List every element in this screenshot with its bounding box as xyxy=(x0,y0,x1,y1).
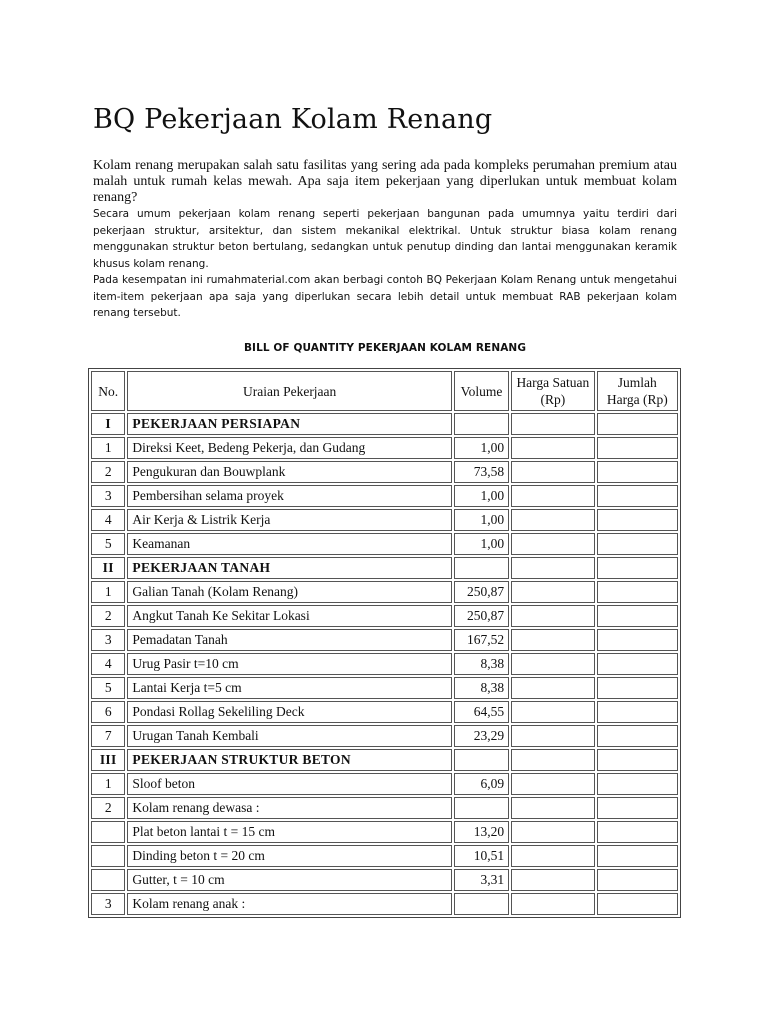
header-no: No. xyxy=(91,371,125,411)
cell-volume: 1,00 xyxy=(454,437,509,459)
table-row xyxy=(91,437,678,459)
cell-jumlah-harga xyxy=(597,605,678,627)
cell-jumlah-harga xyxy=(597,581,678,603)
table-row xyxy=(91,725,678,747)
cell-uraian: Gutter, t = 10 cm xyxy=(127,869,451,891)
cell-jumlah-harga xyxy=(597,485,678,507)
cell-no xyxy=(91,821,125,843)
cell-harga-satuan xyxy=(511,485,594,507)
cell-harga-satuan xyxy=(511,821,594,843)
cell-uraian: Plat beton lantai t = 15 cm xyxy=(127,821,451,843)
intro-paragraph-1: Kolam renang merupakan salah satu fasilitas yang sering ada pada kompleks perumahan premium atau malah untuk rumah kelas mewah. Apa saja item pekerjaan yang diperlukan untuk membuat kolam renang? xyxy=(93,158,677,205)
header-jumlah-harga: Jumlah Harga (Rp) xyxy=(597,371,678,411)
cell-volume: 1,00 xyxy=(454,509,509,531)
cell-uraian: Pembersihan selama proyek xyxy=(127,485,451,507)
cell-volume xyxy=(454,893,509,915)
cell-jumlah-harga xyxy=(597,437,678,459)
cell-volume: 3,31 xyxy=(454,869,509,891)
cell-jumlah-harga xyxy=(597,845,678,867)
cell-volume: 1,00 xyxy=(454,533,509,555)
cell-uraian: Lantai Kerja t=5 cm xyxy=(127,677,451,699)
cell-no: 4 xyxy=(91,653,125,675)
table-title: BILL OF QUANTITY PEKERJAAN KOLAM RENANG xyxy=(243,341,527,354)
cell-harga-satuan xyxy=(511,725,594,747)
cell-jumlah-harga xyxy=(597,725,678,747)
cell-uraian: Sloof beton xyxy=(127,773,451,795)
cell-no xyxy=(91,869,125,891)
cell-volume: 167,52 xyxy=(454,629,509,651)
table-row xyxy=(91,749,678,771)
cell-no: 3 xyxy=(91,893,125,915)
cell-jumlah-harga xyxy=(597,629,678,651)
cell-harga-satuan xyxy=(511,797,594,819)
table-row xyxy=(91,509,678,531)
cell-no: 4 xyxy=(91,509,125,531)
cell-uraian: Pondasi Rollag Sekeliling Deck xyxy=(127,701,451,723)
table-row xyxy=(91,845,678,867)
cell-no: III xyxy=(91,749,125,771)
cell-no: 1 xyxy=(91,437,125,459)
cell-volume xyxy=(454,749,509,771)
cell-no: 1 xyxy=(91,581,125,603)
table-row xyxy=(91,581,678,603)
table-row xyxy=(91,677,678,699)
table-row xyxy=(91,773,678,795)
cell-jumlah-harga xyxy=(597,677,678,699)
cell-jumlah-harga xyxy=(597,749,678,771)
cell-volume xyxy=(454,797,509,819)
cell-harga-satuan xyxy=(511,773,594,795)
cell-no: 1 xyxy=(91,773,125,795)
cell-volume: 73,58 xyxy=(454,461,509,483)
cell-uraian: Dinding beton t = 20 cm xyxy=(127,845,451,867)
table-row xyxy=(91,821,678,843)
header-uraian: Uraian Pekerjaan xyxy=(127,371,451,411)
table-row xyxy=(91,701,678,723)
table-row xyxy=(91,413,678,435)
cell-harga-satuan xyxy=(511,437,594,459)
table-header-row xyxy=(91,371,678,411)
cell-volume: 8,38 xyxy=(454,653,509,675)
cell-harga-satuan xyxy=(511,413,594,435)
cell-volume: 13,20 xyxy=(454,821,509,843)
cell-uraian: Air Kerja & Listrik Kerja xyxy=(127,509,451,531)
cell-no xyxy=(91,845,125,867)
table-row xyxy=(91,869,678,891)
table-row xyxy=(91,893,678,915)
cell-uraian: Direksi Keet, Bedeng Pekerja, dan Gudang xyxy=(127,437,451,459)
cell-no: 3 xyxy=(91,629,125,651)
cell-no: 2 xyxy=(91,605,125,627)
cell-harga-satuan xyxy=(511,701,594,723)
cell-uraian: Urugan Tanah Kembali xyxy=(127,725,451,747)
cell-jumlah-harga xyxy=(597,773,678,795)
cell-no: 3 xyxy=(91,485,125,507)
cell-volume: 10,51 xyxy=(454,845,509,867)
cell-uraian: PEKERJAAN PERSIAPAN xyxy=(127,413,451,435)
cell-jumlah-harga xyxy=(597,869,678,891)
cell-jumlah-harga xyxy=(597,533,678,555)
cell-uraian: Pengukuran dan Bouwplank xyxy=(127,461,451,483)
intro-paragraph-3: Pada kesempatan ini rumahmaterial.com akan berbagi contoh BQ Pekerjaan Kolam Renang untuk mengetahui item-item pekerjaan apa saja yang diperlukan secara lebih detail untuk membuat RAB pekerjaan kolam renang tersebut. xyxy=(93,274,677,319)
cell-jumlah-harga xyxy=(597,821,678,843)
table-row xyxy=(91,485,678,507)
header-volume: Volume xyxy=(454,371,509,411)
cell-jumlah-harga xyxy=(597,413,678,435)
cell-harga-satuan xyxy=(511,509,594,531)
cell-volume xyxy=(454,413,509,435)
cell-volume: 250,87 xyxy=(454,581,509,603)
cell-harga-satuan xyxy=(511,893,594,915)
cell-harga-satuan xyxy=(511,869,594,891)
cell-harga-satuan xyxy=(511,845,594,867)
cell-harga-satuan xyxy=(511,557,594,579)
cell-uraian: Galian Tanah (Kolam Renang) xyxy=(127,581,451,603)
table-row xyxy=(91,557,678,579)
cell-jumlah-harga xyxy=(597,797,678,819)
cell-no: I xyxy=(91,413,125,435)
table-row xyxy=(91,461,678,483)
cell-uraian: PEKERJAAN STRUKTUR BETON xyxy=(127,749,451,771)
cell-volume: 6,09 xyxy=(454,773,509,795)
cell-no: 5 xyxy=(91,677,125,699)
cell-uraian: Kolam renang anak : xyxy=(127,893,451,915)
cell-uraian: Keamanan xyxy=(127,533,451,555)
cell-jumlah-harga xyxy=(597,509,678,531)
cell-no: II xyxy=(91,557,125,579)
table-row xyxy=(91,605,678,627)
cell-volume: 250,87 xyxy=(454,605,509,627)
cell-harga-satuan xyxy=(511,629,594,651)
page-title: BQ Pekerjaan Kolam Renang xyxy=(93,104,493,135)
document-body xyxy=(93,100,677,354)
table-row xyxy=(91,797,678,819)
cell-uraian: Urug Pasir t=10 cm xyxy=(127,653,451,675)
cell-no: 2 xyxy=(91,797,125,819)
cell-volume: 64,55 xyxy=(454,701,509,723)
intro-paragraph-2: Secara umum pekerjaan kolam renang seperti pekerjaan bangunan pada umumnya yaitu terdiri dari pekerjaan struktur, arsitektur, dan sistem mekanikal elektrikal. Untuk struktur biasa kolam renang menggunakan struktur beton bertulang, sedangkan untuk penutup dinding dan lantai menggunakan keramik khusus kolam renang. xyxy=(93,208,677,270)
cell-harga-satuan xyxy=(511,605,594,627)
cell-volume: 23,29 xyxy=(454,725,509,747)
cell-no: 5 xyxy=(91,533,125,555)
cell-uraian: Angkut Tanah Ke Sekitar Lokasi xyxy=(127,605,451,627)
cell-jumlah-harga xyxy=(597,557,678,579)
cell-jumlah-harga xyxy=(597,653,678,675)
cell-jumlah-harga xyxy=(597,701,678,723)
cell-uraian: Kolam renang dewasa : xyxy=(127,797,451,819)
cell-harga-satuan xyxy=(511,749,594,771)
bq-table xyxy=(88,368,681,918)
cell-jumlah-harga xyxy=(597,893,678,915)
cell-uraian: Pemadatan Tanah xyxy=(127,629,451,651)
cell-harga-satuan xyxy=(511,653,594,675)
cell-harga-satuan xyxy=(511,461,594,483)
cell-harga-satuan xyxy=(511,533,594,555)
cell-no: 2 xyxy=(91,461,125,483)
cell-volume xyxy=(454,557,509,579)
cell-jumlah-harga xyxy=(597,461,678,483)
table-row xyxy=(91,653,678,675)
table-row xyxy=(91,533,678,555)
table-row xyxy=(91,629,678,651)
cell-no: 6 xyxy=(91,701,125,723)
cell-volume: 1,00 xyxy=(454,485,509,507)
cell-no: 7 xyxy=(91,725,125,747)
cell-uraian: PEKERJAAN TANAH xyxy=(127,557,451,579)
cell-harga-satuan xyxy=(511,677,594,699)
header-harga-satuan: Harga Satuan (Rp) xyxy=(511,371,594,411)
cell-volume: 8,38 xyxy=(454,677,509,699)
cell-harga-satuan xyxy=(511,581,594,603)
